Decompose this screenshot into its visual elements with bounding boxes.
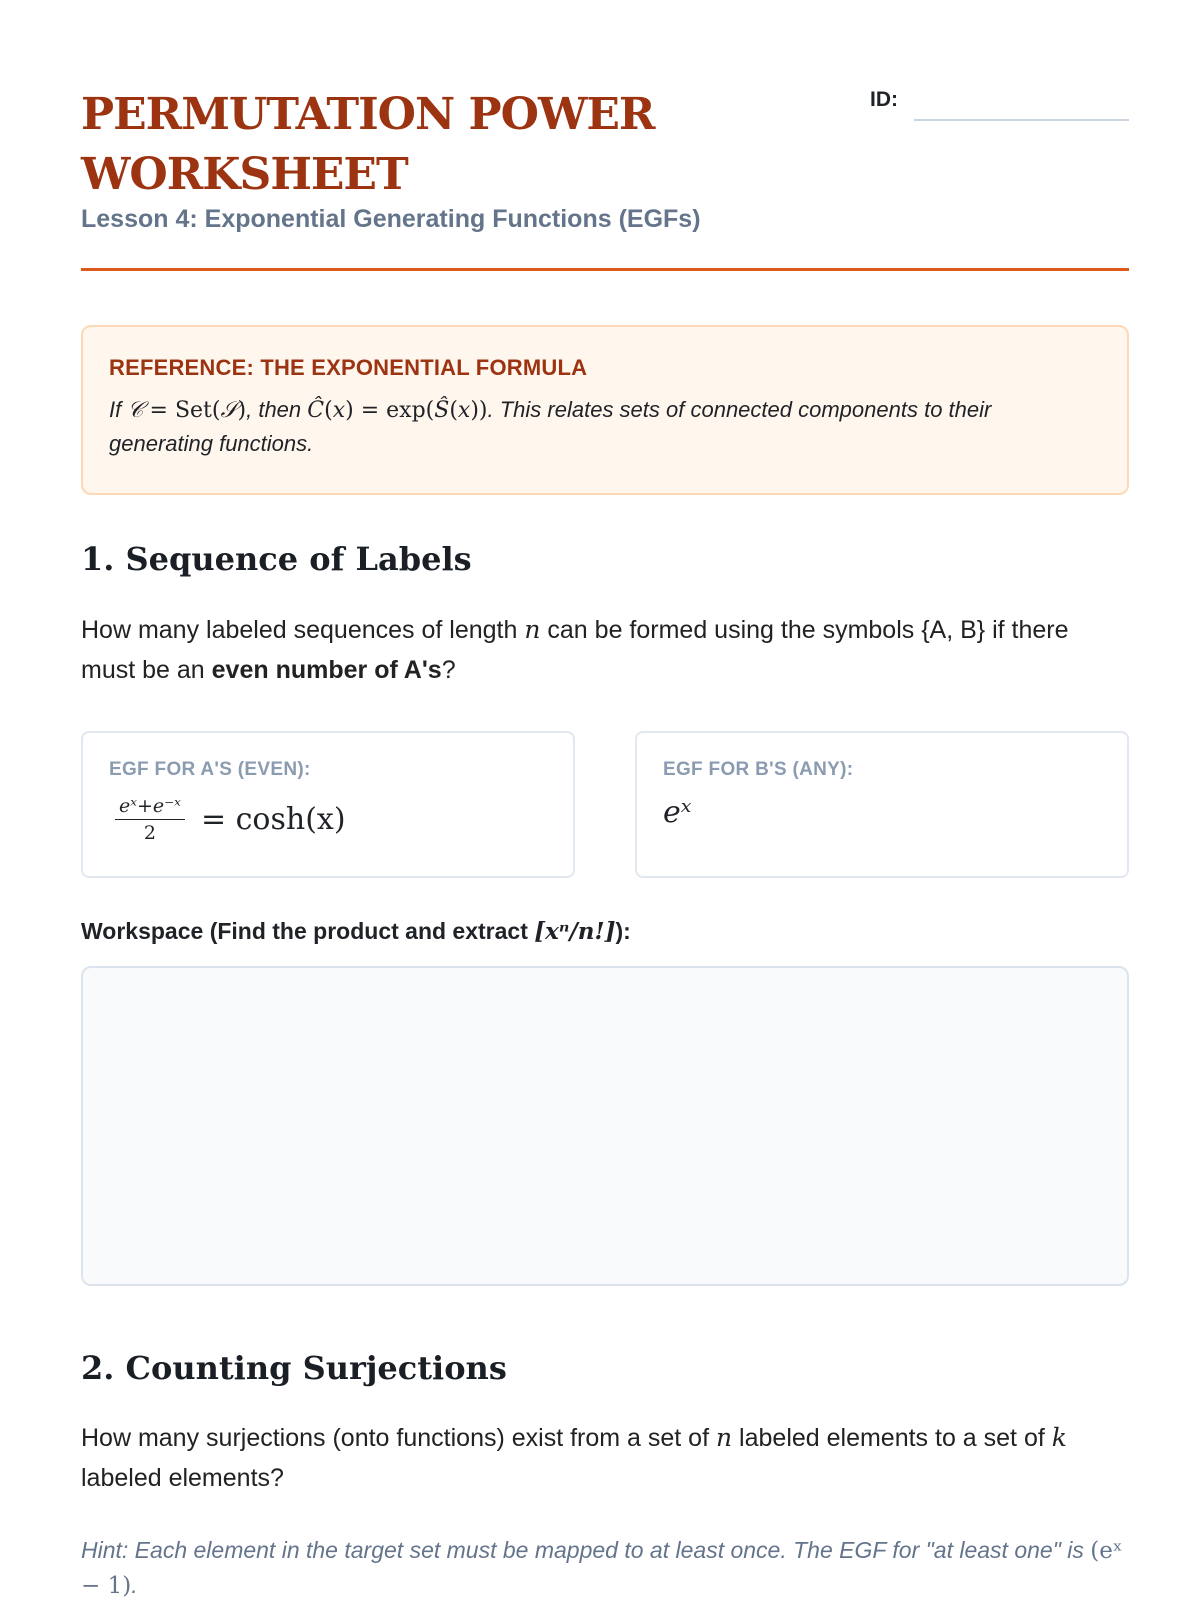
section-1-question: How many labeled sequences of length n can be formed using the symbols {A, B} if there must be an even number of A's? <box>81 615 1069 684</box>
reference-title: REFERENCE: THE EXPONENTIAL FORMULA <box>109 355 588 380</box>
section-1-title: 1. Sequence of Labels <box>81 540 472 578</box>
section-2-title: 2. Counting Surjections <box>81 1349 507 1387</box>
id-label: ID: <box>870 88 898 111</box>
egf-b-expression: eˣ <box>663 795 692 830</box>
id-input-line[interactable] <box>914 119 1129 121</box>
egf-b-box <box>635 731 1129 878</box>
egf-a-box <box>81 731 575 878</box>
egf-b-label: EGF FOR B'S (ANY): <box>663 759 854 780</box>
egf-a-expression: $\frac{\text{eˣ+e⁻ˣ}}{2}$ = cosh(x) <box>109 795 547 844</box>
lesson-subtitle: Lesson 4: Exponential Generating Functions (EGFs) <box>81 205 701 233</box>
egf-a-fraction: $\frac{\text{eˣ+e⁻ˣ}}{2}$ <box>115 795 185 844</box>
workspace-label: Workspace (Find the product and extract [xⁿ/n!]): <box>81 918 631 945</box>
workspace-area[interactable] <box>81 966 1129 1286</box>
egf-a-label: EGF FOR A'S (EVEN): <box>109 759 311 780</box>
formula-c: 𝒞 <box>127 398 144 423</box>
header-divider <box>81 268 1129 271</box>
section-2-question: How many surjections (onto functions) exist from a set of n labeled elements to a set of k labeled elements? <box>81 1423 1067 1492</box>
section-2-hint: Hint: Each element in the target set must be mapped to at least once. The EGF for "at least one" is (eˣ − 1). <box>81 1537 1123 1599</box>
reference-callout <box>81 325 1129 495</box>
reference-text: If 𝒞 = Set(𝒮), then Ĉ(x) = exp(Ŝ(x)). This relates sets of connected components to their generating functions. <box>109 397 992 456</box>
id-field-row <box>870 85 1129 121</box>
page-title: PERMUTATION POWER WORKSHEET <box>81 89 655 200</box>
